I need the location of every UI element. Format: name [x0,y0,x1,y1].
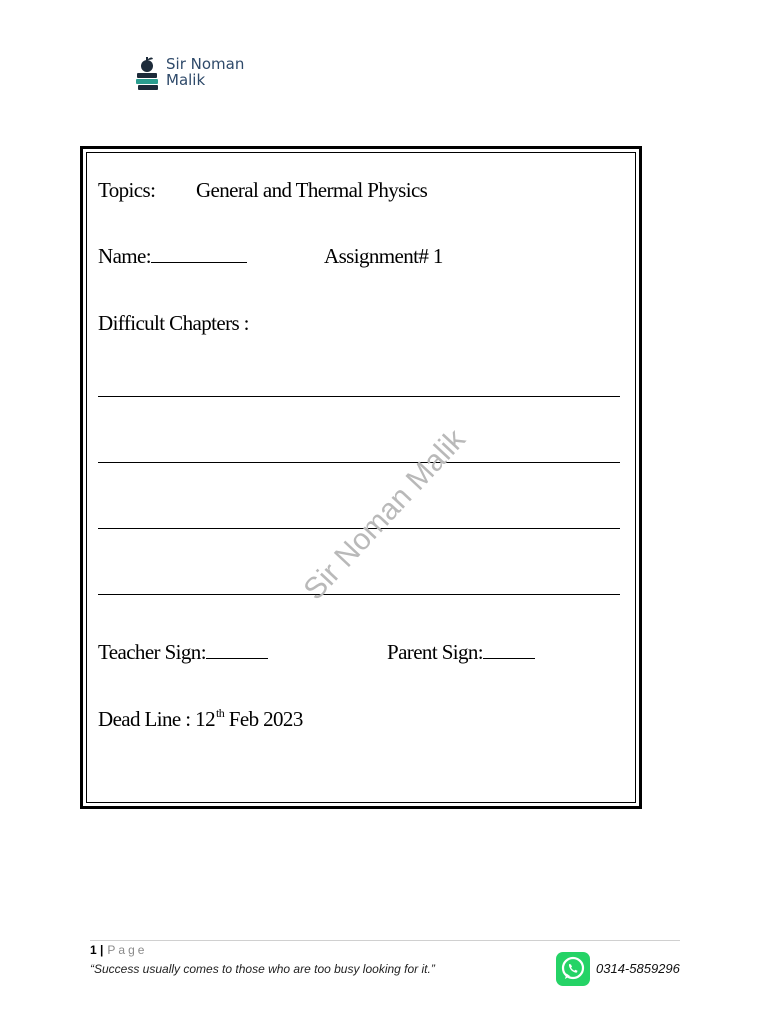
assignment-number: Assignment# 1 [324,244,443,268]
answer-line-2[interactable] [98,462,620,463]
parent-sign-blank[interactable] [483,642,535,659]
phone-number: 0314-5859296 [596,961,680,976]
watermark-text: Sir Noman Malik [297,422,472,607]
parent-sign-label: Parent Sign: [387,640,484,664]
brand-name-line1: Sir Noman [166,55,245,73]
footer-divider [90,940,680,941]
answer-line-4[interactable] [98,594,620,595]
deadline-label: Dead Line : 12 [98,707,215,731]
teacher-sign-blank[interactable] [206,642,268,659]
deadline-ordinal: th [215,706,225,720]
teacher-sign-row [98,640,268,665]
page-separator: | [100,943,104,957]
topics-row [98,178,427,203]
page-number-row [90,943,147,957]
parent-sign-row [387,640,535,665]
answer-line-1[interactable] [98,396,620,397]
deadline-row [98,706,303,732]
name-row [98,244,247,269]
whatsapp-icon [556,952,590,986]
page-word: Page [107,943,148,957]
topics-value: General and Thermal Physics [195,178,428,202]
difficult-chapters-label: Difficult Chapters : [98,311,249,335]
teacher-sign-label: Teacher Sign: [98,640,206,664]
brand-logo [134,54,274,94]
deadline-date: Feb 2023 [224,707,303,731]
name-blank[interactable] [151,246,247,263]
footer-quote: “Success usually comes to those who are too busy looking for it.” [90,962,435,976]
page-number: 1 [90,943,97,957]
name-label: Name: [98,244,151,268]
topics-label: Topics: [98,178,156,202]
books-with-apple-icon [134,56,160,92]
brand-name-line2: Malik [166,71,206,89]
